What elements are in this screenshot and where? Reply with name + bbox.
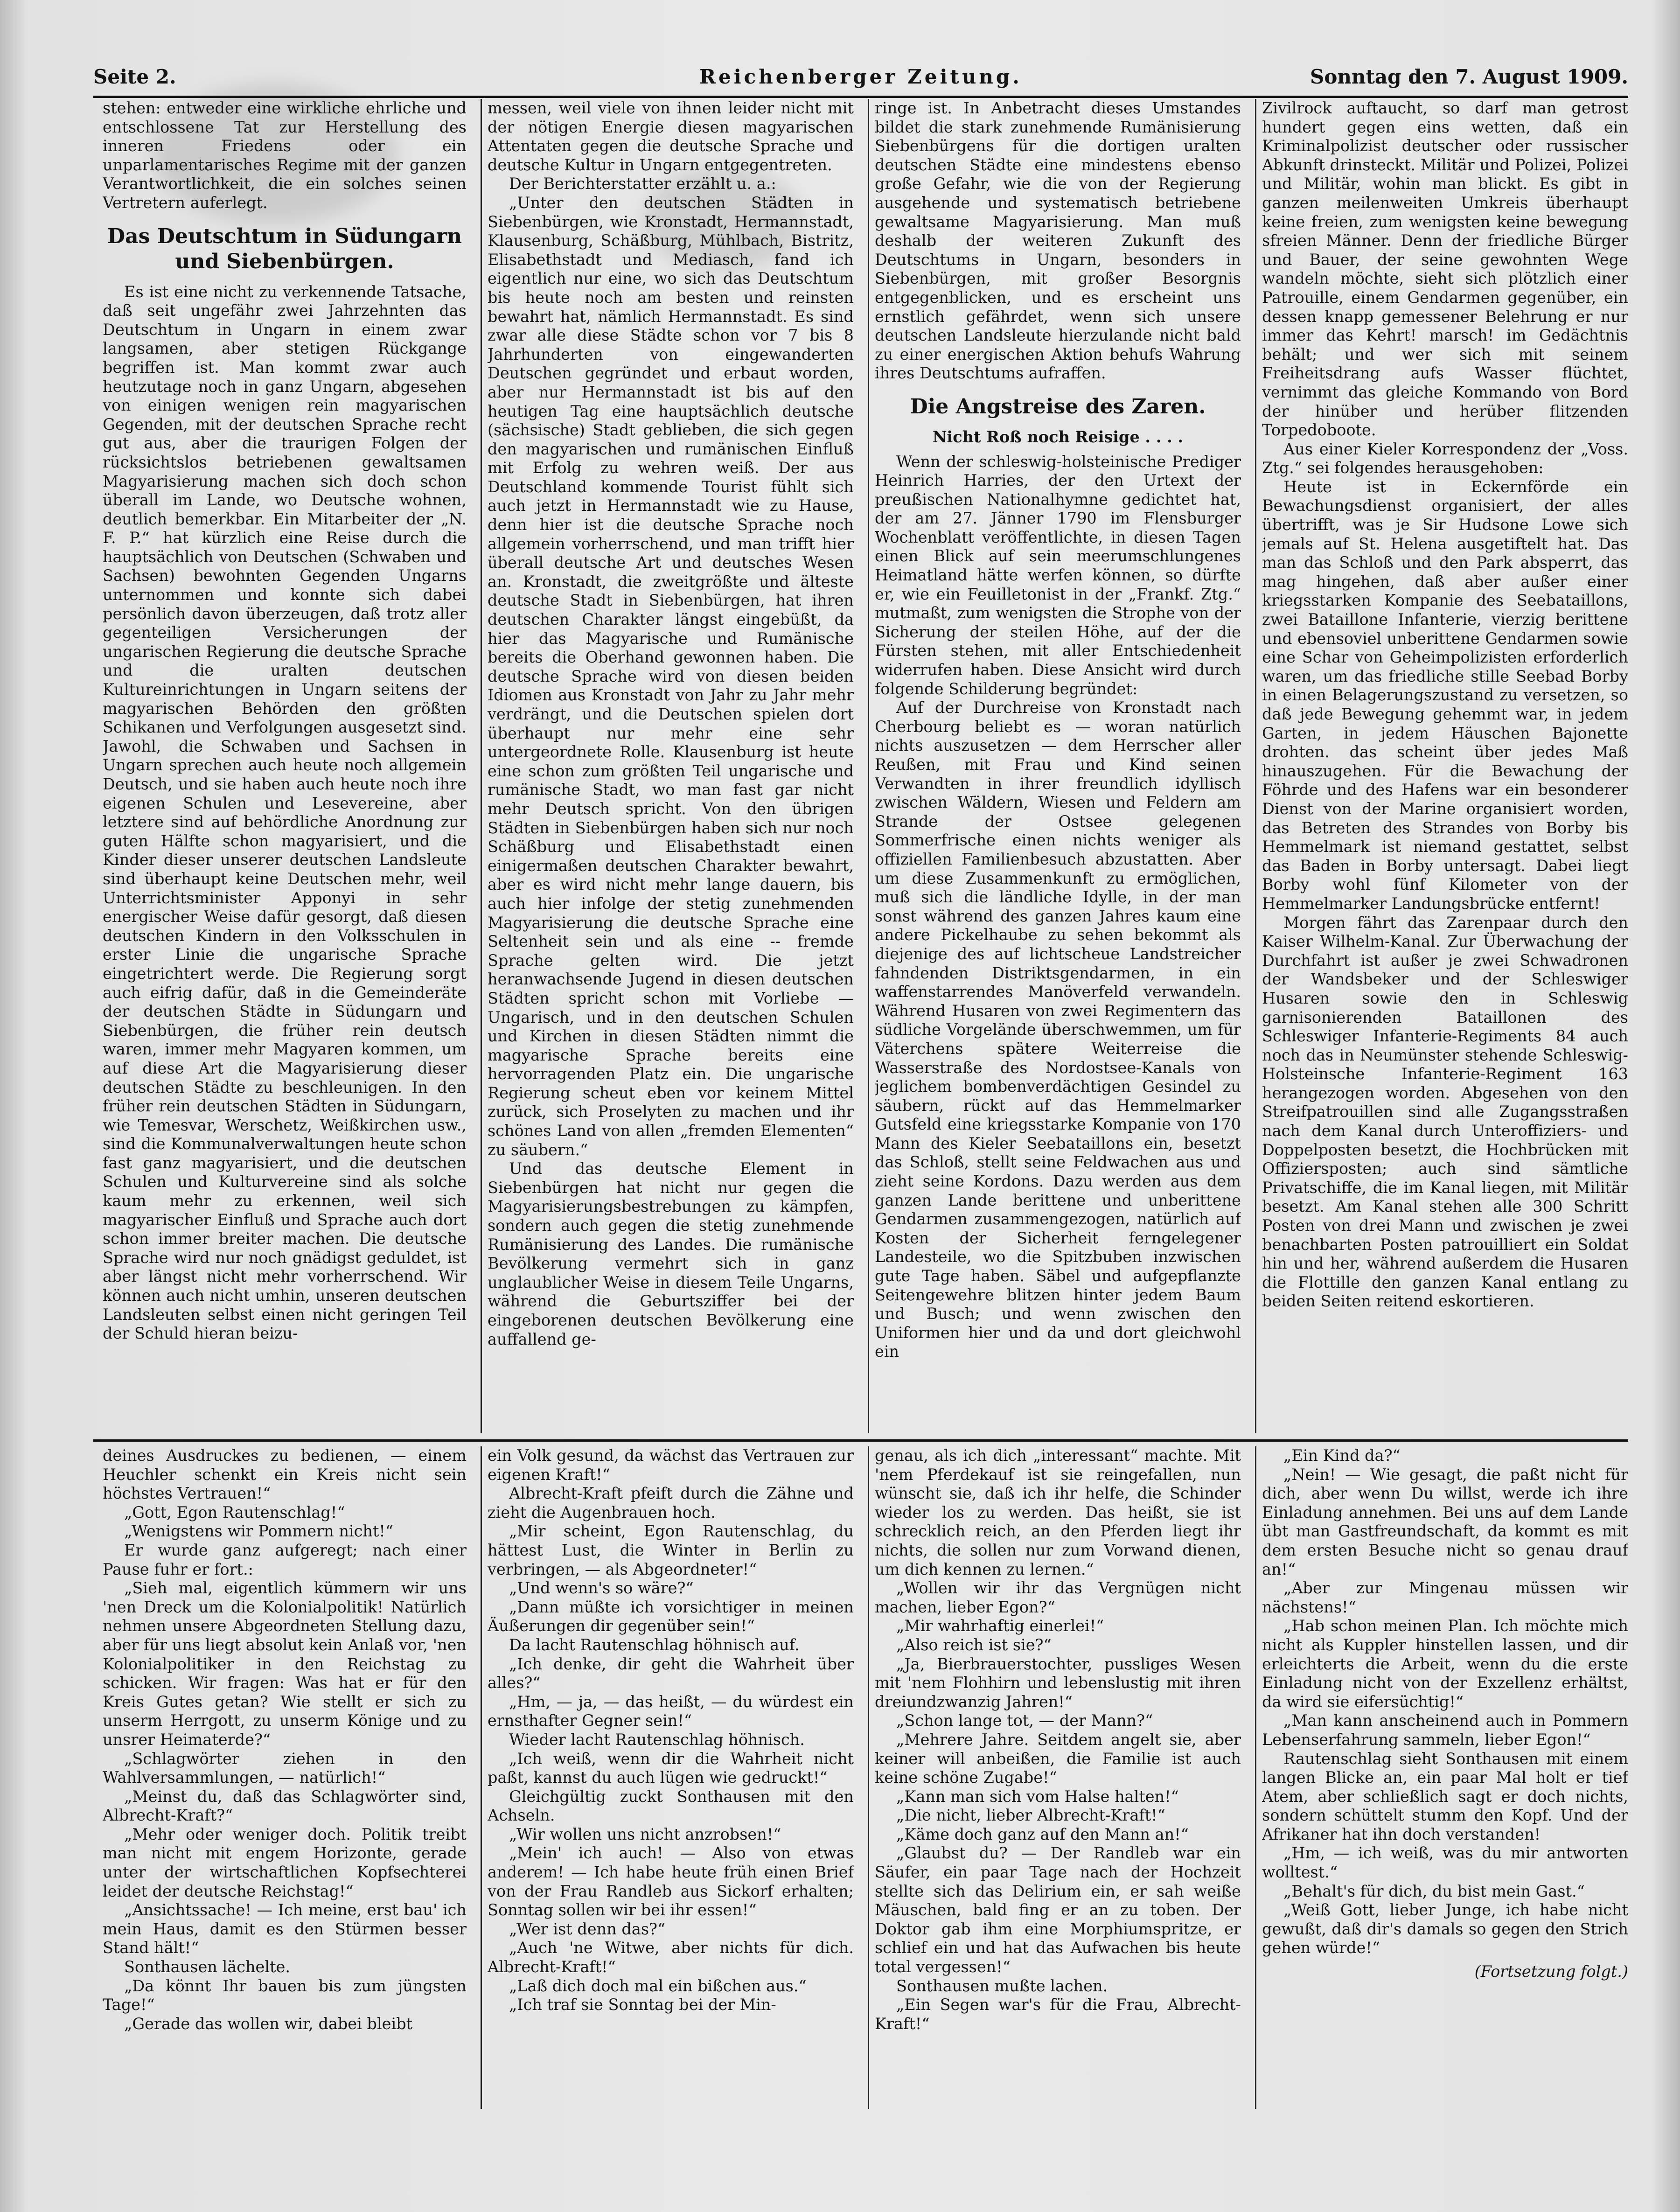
page-header [93, 61, 1628, 98]
paragraph: genau, als ich dich „interessant“ machte. Mit 'nem Pferdekauf ist sie reingefallen, nun wünscht sie, daß ich ihr helfe, die Schinder wieder los zu werden. Das heißt, sie ist schrecklich reich, an den Pferden liegt ihr nichts, die sollen nur zum Vorwand dienen, um dich kennen zu lernen.“ [875, 1446, 1241, 1578]
paragraph: Und das deutsche Element in Siebenbürgen hat nicht nur gegen die Magyarisierungsbestrebungen zu kämpfen, sondern auch gegen die stetig zunehmende Rumänisierung des Landes. Die rumänische Bevölkerung vermehrt sich in ganz unglaublicher Weise in diesem Teile Ungarns, während die Geburtsziffer bei der eingeborenen deutschen Bevölkerung eine auffallend ge- [488, 1159, 854, 1348]
paragraph: Er wurde ganz aufgeregt; nach einer Pause fuhr er fort.: [103, 1541, 467, 1578]
paragraph: „Mehrere Jahre. Seitdem angelt sie, aber keiner will anbeißen, die Familie ist auch keine schöne Zugabe!“ [875, 1730, 1241, 1787]
column-rule [868, 1446, 869, 2109]
paragraph: „Man kann anscheinend auch in Pommern Lebenserfahrung sammeln, lieber Egon!“ [1262, 1711, 1628, 1749]
feuilleton-column-2 [488, 1446, 854, 2156]
paragraph: „Schon lange tot, — der Mann?“ [896, 1711, 1153, 1730]
paragraph: „Die nicht, lieber Albrecht-Kraft!“ [896, 1806, 1165, 1825]
paragraph: Morgen fährt das Zarenpaar durch den Kaiser Wilhelm-Kanal. Zur Überwachung der Durchfahrt ist außer je zwei Schwadronen der Wandsbeker und der Schleswiger Husaren sowie den in Schleswig garnisonierenden Bataillonen des Schleswiger Infanterie-Regiments 84 auch noch das in Neumünster stehende Schleswig-Holsteinsche Infanterie-Regiment 163 herangezogen worden. Abgesehen von den Streifpatrouillen sind alle Zugangsstraßen nach dem Kanal durch Unteroffiziers- und Doppelposten besetzt, die Hochbrücken mit Offiziersposten; auch sind sämtliche Privatschiffe, die im Kanal liegen, mit Militär besetzt. Am Kanal stehen alle 300 Schritt Posten von drei Mann und zwischen je zwei benachbarten Posten patrouilliert ein Soldat hin und her, während außerdem die Husaren die Flottille den ganzen Kanal entlang zu beiden Seiten reitend eskortieren. [1262, 913, 1628, 1311]
paragraph: „Gott, Egon Rautenschlag!“ [124, 1503, 345, 1521]
feuilleton-column-1 [103, 1446, 467, 2156]
paragraph: „Wollen wir ihr das Vergnügen nicht machen, lieber Egon?“ [875, 1579, 1241, 1616]
paragraph: Zivilrock auftaucht, so darf man getrost hundert gegen eins wetten, daß ein Kriminalpolizist deutscher oder russischer Abkunft drinsteckt. Militär und Polizei, Polizei und Militär, wohin man blickt. Es gibt in ganzen meilenweiten Umkreis überhaupt keine freien, zum wenigsten keine bewegung sfreien Männer. Denn der friedliche Bürger und Bauer, der seine gewohnten Wege wandeln möchte, sieht sich plötzlich einer Patrouille, einem Gendarmen gegenüber, ein dessen knapp gemessener Belehrung er nur immer das Kehrt! marsch! im Gedächtnis behält; und wer sich mit seinem Freiheitsdrang aufs Wasser flüchtet, vernimmt das gleiche Kommando von Bord der hinüber und herüber flitzenden Torpedoboote. [1262, 99, 1628, 440]
issue-date: Sonntag den 7. August 1909. [1310, 65, 1628, 88]
paragraph: „Laß dich doch mal ein bißchen aus.“ [509, 1976, 807, 1995]
feuilleton-column-3 [875, 1446, 1241, 2156]
paragraph: „Und wenn's so wäre?“ [509, 1579, 694, 1598]
paragraph: Sonthausen lächelte. [124, 1958, 291, 1976]
article-headline: Das Deutschtum in Südungarn und Siebenbürgen. [107, 224, 462, 273]
column-rule [1255, 99, 1256, 1433]
paragraph: „Also reich ist sie?“ [896, 1635, 1052, 1654]
paragraph: Heute ist in Eckernförde ein Bewachungsdienst organisiert, der alles übertrifft, was je Sir Hudsone Lowe sich jemals auf St. Helena ausgetiftelt hat. Das man das Schloß und den Park absperrt, das mag hingehen, daß aber außer einer kriegsstarken Kompanie des Seebataillons, zwei Bataillone Infanterie, vierzig berittene und ebensoviel unberittene Gendarmen sowie eine Schar von Geheimpolizisten erforderlich waren, um das friedliche stille Seebad Borby in einen Belagerungszustand zu versetzen, so daß jede Bewegung gehemmt war, in jedem Garten, in jedem Häuschen Bajonette drohten. das scheint über jedes Maß hinauszugehen. Für die Bewachung der Föhrde und des Hafens war ein besonderer Dienst von der Marine organisiert worden, das Betreten des Strandes von Borby bis Hemmelmark ist niemand gestattet, selbst das Baden in Borby untersagt. Dabei liegt Borby wohl fünf Kilometer von der Hemmelmarker Landungsbrücke entfernt! [1262, 477, 1628, 913]
paragraph: „Hab schon meinen Plan. Ich möchte mich nicht als Kuppler hinstellen lassen, und dir erleichterts die Arbeit, wenn du die erste Einladung nicht von der Exzellenz erhältst, da wird sie eifersüchtig!“ [1262, 1617, 1628, 1711]
paragraph: „Glaubst du? — Der Randleb war ein Säufer, ein paar Tage nach der Hochzeit stellte sich das Delirium ein, er sah weiße Mäuschen, bald fing er an zu toben. Der Doktor gab ihm eine Morphiumspritze, er schlief ein und hat das Aufwachen bis heute total vergessen!“ [875, 1844, 1241, 1976]
paragraph: „Ein Segen war's für die Frau, Albrecht-Kraft!“ [875, 1996, 1241, 2033]
paragraph: „Dann müßte ich vorsichtiger in meinen Äußerungen dir gegenüber sein!“ [488, 1598, 854, 1635]
paragraph: stehen: entweder eine wirkliche ehrliche und entschlossene Tat zur Herstellung des inneren Friedens oder ein unparlamentarisches Regime mit der ganzen Verantwortlichkeit, die ein solches seinen Vertretern auferlegt. [103, 99, 467, 212]
column-rule [1255, 1446, 1256, 2109]
article-headline: Die Angstreise des Zaren. [910, 394, 1206, 419]
paragraph: „Unter den deutschen Städten in Siebenbürgen, wie Kronstadt, Hermannstadt, Klausenburg, Schäßburg, Mühlbach, Bistritz, Elisabethstadt und Mediasch, fand ich eigentlich nur eine, wo sich das Deutschtum bis heute noch am besten und reinsten bewahrt hat, nämlich Hermannstadt. Es sind zwar alle diese Städte schon vor 7 bis 8 Jahrhunderten von eingewanderten Deutschen gegründet und erbaut worden, aber nur Hermannstadt ist bis auf den heutigen Tag eine hauptsächlich deutsche (sächsische) Stadt geblieben, die sich gegen den magyarischen und rumänischen Einfluß mit Erfolg zu wehren weiß. Der aus Deutschland kommende Tourist fühlt sich auch jetzt in Hermannstadt wie zu Hause, denn hier ist die deutsche Sprache noch allgemein vorherrschend, und man trifft hier überall deutsche Art und deutsches Wesen an. Kronstadt, die zweitgrößte und älteste deutsche Stadt in Siebenbürgen, hat ihren deutschen Charakter längst eingebüßt, da hier das Magyarische und Rumänische bereits die Oberhand gewonnen haben. Die deutsche Sprache wird von diesen beiden Idiomen aus Kronstadt von Jahr zu Jahr mehr verdrängt, und die Deutschen spielen dort überhaupt nur mehr eine sehr untergeordnete Rolle. Klausenburg ist heute eine schon zum größten Teil ungarische und rumänische Stadt, wo man fast gar nicht mehr Deutsch spricht. Von den übrigen Städten in Siebenbürgen haben sich nur noch Schäßburg und Elisabethstadt einen einigermaßen deutschen Charakter bewahrt, aber es wird nicht mehr lange dauern, bis auch hier infolge der stetig zunehmenden Magyarisierung die deutsche Sprache eine Seltenheit sein und als eine -- fremde Sprache gelten wird. Die jetzt heranwachsende Jugend in diesen deutschen Städten spricht schon mit Vorliebe — Ungarisch, und in den deutschen Schulen und Kirchen in diesen Städten nimmt die magyarische Sprache bereits eine hervorragenden Platz ein. Die ungarische Regierung scheut eben vor keinem Mittel zurück, sich Proselyten zu machen und ihr schönes Land von allen „fremden Elementen“ zu säubern.“ [488, 193, 854, 1159]
paragraph: „Aber zur Mingenau müssen wir nächstens!“ [1262, 1579, 1628, 1616]
paragraph: „Hm, — ja, — das heißt, — du würdest ein ernsthafter Gegner sein!“ [488, 1692, 854, 1730]
paragraph: „Mir scheint, Egon Rautenschlag, du hättest Lust, die Winter in Berlin zu verbringen, — als Abgeordneter!“ [488, 1522, 854, 1578]
paragraph: „Wenigstens wir Pommern nicht!“ [124, 1522, 393, 1541]
paragraph: Der Berichterstatter erzählt u. a.: [509, 174, 776, 193]
paragraph: „Gerade das wollen wir, dabei bleibt [124, 2014, 413, 2033]
paragraph: „Sieh mal, eigentlich kümmern wir uns 'nen Dreck um die Kolonialpolitik! Natürlich nehmen unsere Abgeordneten Stellung dazu, aber für uns liegt absolut kein Anlaß vor, 'nen Kolonialpolitiker in den Reichstag zu schicken. Wir fragen: Was hat er für den Kreis Gutes getan? Wie stellt er sich zu unserm Herrgott, zu unserm Könige und zu unsrer Heimaterde?“ [103, 1579, 467, 1749]
paragraph: „Käme doch ganz auf den Mann an!“ [896, 1825, 1189, 1843]
paragraph: „Kann man sich vom Halse halten!“ [896, 1787, 1179, 1806]
paragraph: Wenn der schleswig-holsteinische Prediger Heinrich Harries, der den Urtext der preußischen Nationalhymne gedichtet hat, der am 27. Jänner 1790 im Flensburger Wochenblatt veröffentlichte, in diesen Tagen einen Blick auf sein meerumschlungenes Heimatland hätte werfen können, so dürfte er, wie ein Feuilletonist in der „Frankf. Ztg.“ mutmaßt, zum wenigsten die Strophe von der Sicherung der steilen Höhe, auf der die Fürsten stehen, mit aller Entschiedenheit widerrufen haben. Diese Ansicht wird durch folgende Schilderung begründet: [875, 452, 1241, 698]
paragraph: „Ansichtssache! — Ich meine, erst bau' ich mein Haus, damit es den Stürmen besser Stand hält!“ [103, 1901, 467, 1957]
paragraph: „Mein' ich auch! — Also von etwas anderem! — Ich habe heute früh einen Brief von der Frau Randleb aus Sickorf erhalten; Sonntag sollen wir bei ihr essen!“ [488, 1844, 854, 1919]
paragraph: „Auch 'ne Witwe, aber nichts für dich. Albrecht-Kraft!“ [488, 1939, 854, 1976]
paragraph: „Hm, — ich weiß, was du mir antworten wolltest.“ [1262, 1844, 1628, 1882]
paragraph: „Nein! — Wie gesagt, die paßt nicht für dich, aber wenn Du willst, werde ich ihre Einladung annehmen. Bei uns auf dem Lande übt man Gastfreundschaft, da kommt es mit dem ersten Besuche nicht so genau drauf an!“ [1262, 1465, 1628, 1578]
paragraph: „Weiß Gott, lieber Junge, ich habe nicht gewußt, daß dir's damals so gegen den Strich gehen würde!“ [1262, 1901, 1628, 1957]
paragraph: „Mir wahrhaftig einerlei!“ [896, 1617, 1104, 1635]
paragraph: „Wer ist denn das?“ [509, 1919, 666, 1938]
column-rule [868, 99, 869, 1433]
paragraph: deines Ausdruckes zu bedienen, — einem Heuchler schenkt ein Kreis nicht sein höchstes Vertrauen!“ [103, 1446, 467, 1503]
paragraph: Auf der Durchreise von Kronstadt nach Cherbourg beliebt es — woran natürlich nichts auszusetzen — dem Herrscher aller Reußen, mit Frau und Kind seinen Verwandten in ihrer freundlich idyllisch zwischen Wäldern, Wiesen und Feldern am Strande der Ostsee gelegenen Sommerfrische einen nichts weniger als offiziellen Familienbesuch abzustatten. Aber um diese Zusammenkunft zu ermöglichen, muß sich die ländliche Idylle, in der man sonst während des ganzen Jahres kaum eine andere Pickelhaube zu sehen bekommt als diejenige des auf lichtscheue Landstreicher fahndenden Distriktsgendarmen, in ein waffenstarrendes Manöverfeld verwandeln. Während Husaren von zwei Regimentern das südliche Vorgelände überschwemmen, um für Väterchens spätere Weiterreise die Wasserstraße des Nordostsee-Kanals von jeglichem bombenverdächtigen Gesindel zu säubern, rückt auf das Hemmelmarker Gutsfeld eine kriegsstarke Kompanie von 170 Mann des Kieler Seebataillons ein, besetzt das Schloß, stellt seine Feldwachen aus und zieht seine Kordons. Dazu werden aus dem ganzen Lande berittene und unberittene Gendarmen zusammengezogen, natürlich auf Kosten der Sicherheit ferngelegener Landesteile, wo die Spitzbuben inzwischen gute Tage haben. Säbel und aufgepflanzte Seitengewehre blitzen hinter jedem Baum und Busch; und wenn zwischen den Uniformen hier und da und dort gleichwohl ein [875, 698, 1241, 1361]
article-column-2 [488, 99, 854, 1433]
section-divider-rule [93, 1439, 1628, 1442]
feuilleton-column-4 [1262, 1446, 1628, 2156]
paragraph: Da lacht Rautenschlag höhnisch auf. [509, 1635, 800, 1654]
paragraph: ein Volk gesund, da wächst das Vertrauen zur eigenen Kraft!“ [488, 1446, 854, 1484]
paragraph: „Ein Kind da?“ [1283, 1446, 1401, 1465]
continuation-note: (Fortsetzung folgt.) [1474, 1962, 1628, 1981]
paragraph: Gleichgültig zuckt Sonthausen mit den Achseln. [488, 1787, 854, 1825]
paragraph: Rautenschlag sieht Sonthausen mit einem langen Blicke an, ein paar Mal holt er tief Atem, aber schließlich sagt er doch nichts, sondern schüttelt stumm den Kopf. Und der Afrikaner hat ihn doch verstanden! [1262, 1749, 1628, 1843]
paragraph: Aus einer Kieler Korrespondenz der „Voss. Ztg.“ sei folgendes herausgehoben: [1262, 440, 1628, 477]
article-column-4 [1262, 99, 1628, 1433]
paragraph: Sonthausen mußte lachen. [896, 1976, 1108, 1995]
page-number: Seite 2. [93, 65, 176, 88]
article-column-1 [103, 99, 467, 1433]
paragraph: „Ja, Bierbrauerstochter, pussliges Wesen mit 'nem Flohhirn und lebenslustig mit ihren dreiundzwanzig Jahren!“ [875, 1654, 1241, 1711]
article-subheadline: Nicht Roß noch Reisige . . . . [932, 427, 1184, 446]
paragraph: „Ich weiß, wenn dir die Wahrheit nicht paßt, kannst du auch lügen wie gedruckt!“ [488, 1749, 854, 1787]
column-rule [481, 1446, 482, 2109]
paragraph: „Ich traf sie Sonntag bei der Min- [509, 1996, 776, 2014]
paragraph: „Behalt's für dich, du bist mein Gast.“ [1283, 1882, 1585, 1900]
paragraph: „Wir wollen uns nicht anzrobsen!“ [509, 1825, 781, 1843]
paragraph: „Ich denke, dir geht die Wahrheit über alles?“ [488, 1654, 854, 1692]
paragraph: „Mehr oder weniger doch. Politik treibt man nicht mit engem Horizonte, gerade unter der wirtschaftlichen Kopfsechterei leidet der deutsche Reichstag!“ [103, 1825, 467, 1900]
paragraph: „Schlagwörter ziehen in den Wahlversammlungen, — natürlich!“ [103, 1749, 467, 1787]
article-column-3 [875, 99, 1241, 1433]
paragraph: Wieder lacht Rautenschlag höhnisch. [509, 1730, 805, 1749]
paragraph: Albrecht-Kraft pfeift durch die Zähne und zieht die Augenbrauen hoch. [488, 1484, 854, 1521]
header-rule [93, 96, 1628, 98]
paragraph: Es ist eine nicht zu verkennende Tatsache, daß seit ungefähr zwei Jahrzehnten das Deutschtum in Ungarn in einem zwar langsamen, aber stetigen Rückgange begriffen ist. Man kommt zwar auch heutzutage noch in ganz Ungarn, abgesehen von einigen wenigen rein magyarischen Gegenden, mit der deutschen Sprache recht gut aus, aber die traurigen Folgen der rücksichtslos betriebenen gewaltsamen Magyarisierung machen sich doch schon überall im Lande, wo Deutsche wohnen, deutlich bemerkbar. Ein Mitarbeiter der „N. F. P.“ hat kürzlich eine Reise durch die hauptsächlich von Deutschen (Schwaben und Sachsen) bewohnten Gegenden Ungarns unternommen und konnte sich dabei persönlich davon überzeugen, daß trotz aller gegenteiligen Versicherungen der ungarischen Regierung die deutsche Sprache und die uralten deutschen Kultureinrichtungen in Ungarn seitens der magyarischen Behörden den größten Schikanen und Verfolgungen ausgesetzt sind. Jawohl, die Schwaben und Sachsen in Ungarn sprechen auch heute noch allgemein Deutsch, und sie haben auch heute noch ihre eigenen Schulen und Lesevereine, aber letztere sind auf behördliche Anordnung zur guten Hälfte schon magyarisiert, und die Kinder dieser unserer deutschen Landsleute sind überhaupt keine Deutschen mehr, weil Unterrichtsminister Apponyi in sehr energischer Weise dafür gesorgt, daß diesen deutschen Kindern in den Volksschulen in erster Linie die ungarische Sprache eingetrichtert werde. Die Regierung sorgt auch eifrig dafür, daß in die Gemeinderäte der deutschen Städte in Südungarn und Siebenbürgen, die früher rein deutsch waren, immer mehr Magyaren kommen, um auf diese Art die Magyarisierung dieser deutschen Städte zu beschleunigen. In den früher rein deutschen Städten in Südungarn, wie Temesvar, Werschetz, Weißkirchen usw., sind die Kommunalverwaltungen heute schon fast ganz magyarisiert, und die deutschen Schulen und Kulturvereine sind als solche kaum mehr zu erkennen, weil sich magyarischer Einfluß und Sprache auch dort schon immer breiter machen. Die deutsche Sprache wird nur noch gnädigst geduldet, ist aber längst nicht mehr vorherrschend. Wir können auch nicht umhin, unseren deutschen Landsleuten selbst einen nicht geringen Teil der Schuld hieran beizu- [103, 282, 467, 1343]
paragraph: messen, weil viele von ihnen leider nicht mit der nötigen Energie diesen magyarischen Attentaten gegen die deutsche Sprache und deutsche Kultur in Ungarn entgegentreten. [488, 99, 854, 174]
column-rule [481, 99, 482, 1433]
paragraph: „Meinst du, daß das Schlagwörter sind, Albrecht-Kraft?“ [103, 1787, 467, 1825]
paragraph: „Da könnt Ihr bauen bis zum jüngsten Tage!“ [103, 1976, 467, 2014]
newspaper-title: Reichenberger Zeitung. [699, 65, 1022, 88]
paragraph: ringe ist. In Anbetracht dieses Umstandes bildet die stark zunehmende Rumänisierung Siebenbürgens für die dortigen uralten deutschen Städte eine mindestens ebenso große Gefahr, wie die von der Regierung ausgehende und systematisch betriebene gewaltsame Magyarisierung. Man muß deshalb der weiteren Zukunft des Deutschtums in Ungarn, besonders in Siebenbürgen, mit großer Besorgnis entgegenblicken, und es erscheint uns ernstlich gefährdet, wenn sich unsere deutschen Landsleute hierzulande nicht bald zu einer energischen Aktion behufs Wahrung ihres Deutschtums aufraffen. [875, 99, 1241, 383]
